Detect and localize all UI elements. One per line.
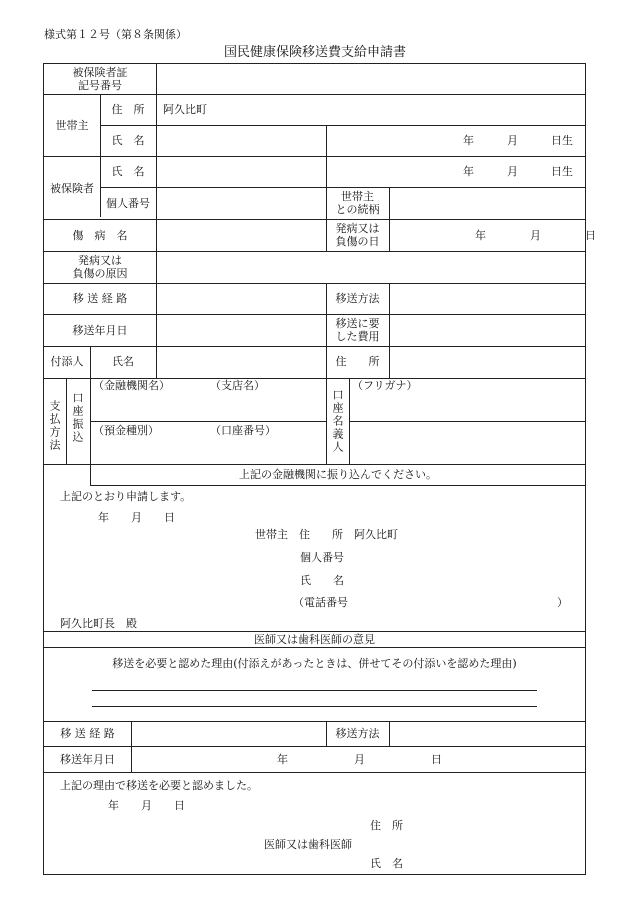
attendant-label: 付添人 [50, 355, 84, 368]
insured-name-label: 氏 名 [111, 165, 145, 178]
method-label: 移送方法 [335, 292, 380, 305]
holder-name-field[interactable] [350, 422, 585, 463]
doctor-reason-label: 移送を必要と認めた理由(付添えがあったときは、併せてその付添いを認めた理由) [112, 657, 517, 670]
insured-group-label: 被保険者 [50, 182, 94, 195]
account-holder-label: 口座名義人 [331, 389, 344, 454]
onset-date[interactable]: 年 月 日 [475, 229, 596, 242]
declaration-head-address: 世帯主 住 所 阿久比町 [255, 528, 398, 541]
doctor-reason-field[interactable] [92, 675, 537, 707]
doctor-method-field[interactable] [390, 722, 585, 745]
insured-number-field[interactable] [157, 64, 585, 94]
doctor-address-label: 住 所 [370, 819, 403, 832]
doctor-name-label: 氏 名 [370, 857, 403, 870]
attendant-address-field[interactable] [390, 347, 585, 377]
declaration-name: 氏 名 [300, 574, 344, 587]
head-address-label: 住 所 [111, 103, 145, 116]
attendant-address-label: 住 所 [335, 355, 380, 368]
declaration-date[interactable]: 年 月 日 [98, 511, 175, 524]
doctor-section-header: 医師又は歯科医師の意見 [254, 633, 375, 646]
doctor-date-value[interactable]: 年 月 日 [277, 753, 442, 766]
doctor-statement: 上記の理由で移送を必要と認めました。 [60, 779, 258, 792]
head-address-value[interactable]: 阿久比町 [163, 103, 207, 116]
bank-field[interactable] [91, 393, 325, 420]
deposit-type-label: （預金種別） [93, 424, 159, 437]
declaration-statement: 上記のとおり申請します。 [60, 490, 192, 503]
illness-field[interactable] [157, 220, 325, 250]
insured-mynumber-field[interactable] [157, 188, 325, 218]
insured-birth-label: 年 月 日生 [463, 165, 573, 178]
cause-field[interactable] [157, 252, 585, 282]
insured-mynumber-label: 個人番号 [106, 197, 150, 210]
declaration-phone: （電話番号 ） [293, 596, 568, 609]
payment-method-label: 支払方法 [48, 400, 61, 452]
route-label: 移 送 経 路 [72, 292, 128, 305]
cost-label: 移送に要 した費用 [335, 317, 380, 343]
onset-label: 発病又は 負傷の日 [335, 222, 380, 248]
insured-relation-field[interactable] [390, 188, 585, 218]
bank-name-label: （金融機関名） [93, 379, 170, 392]
insured-relation-label: 世帯主 との続柄 [335, 190, 380, 216]
head-group-label: 世帯主 [55, 119, 89, 132]
illness-label: 傷 病 名 [72, 229, 128, 242]
form-number: 様式第１２号（第８条関係） [44, 28, 187, 41]
head-birth-label: 年 月 日生 [463, 134, 573, 147]
insured-number-label: 被保険者証 記号番号 [72, 66, 128, 92]
cost-field[interactable] [390, 315, 585, 345]
account-field[interactable] [91, 438, 325, 463]
head-name-label: 氏 名 [111, 134, 145, 147]
branch-name-label: （支店名） [210, 379, 265, 392]
holder-furigana-field[interactable] [350, 393, 585, 420]
insured-name-field[interactable] [157, 157, 325, 186]
cause-label: 発病又は 負傷の原因 [72, 254, 128, 280]
doctor-method-label: 移送方法 [335, 727, 380, 740]
furigana-label: （フリガナ） [352, 379, 418, 392]
transfer-label: 口座振込 [71, 392, 84, 444]
page-title: 国民健康保険移送費支給申請書 [223, 45, 406, 60]
attendant-name-field[interactable] [157, 347, 325, 377]
attendant-name-label: 氏名 [112, 355, 134, 368]
route-field[interactable] [157, 284, 325, 313]
addressee: 阿久比町長 殿 [60, 617, 137, 630]
head-name-field[interactable] [157, 126, 325, 155]
doctor-route-label: 移 送 経 路 [60, 727, 115, 740]
payment-note: 上記の金融機関に振り込んでください。 [239, 468, 437, 481]
doctor-route-field[interactable] [132, 722, 325, 745]
method-field[interactable] [390, 284, 585, 313]
doctor-title-label: 医師又は歯科医師 [264, 838, 352, 851]
doctor-date-label: 移送年月日 [60, 753, 115, 766]
declaration-mynumber: 個人番号 [300, 551, 344, 564]
doctor-sign-date[interactable]: 年 月 日 [108, 799, 185, 812]
account-number-label: （口座番号） [210, 424, 276, 437]
transfer-date-field[interactable] [157, 315, 325, 345]
transfer-date-label: 移送年月日 [72, 324, 128, 337]
